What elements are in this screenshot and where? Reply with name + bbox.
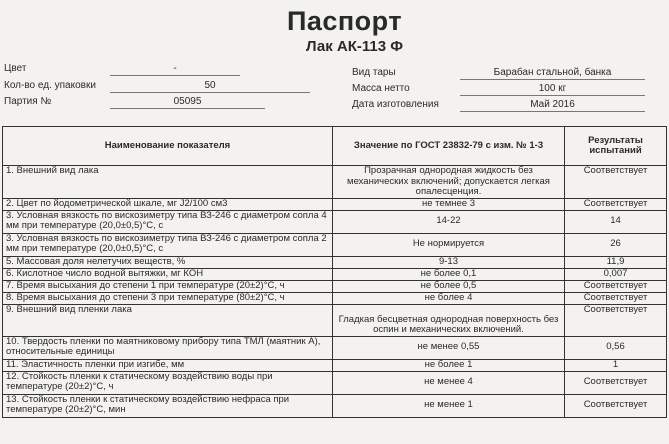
row-name: 12. Стойкость пленки к статическому воздействию воды при температуре (20±2)°С, ч bbox=[3, 371, 333, 394]
row-name: 3. Условная вязкость по вискозиметру типа ВЗ-246 с диаметром сопла 4 мм при температуре (20,0±0,5)°С, с bbox=[3, 210, 333, 233]
field-tare-label: Вид тары bbox=[352, 67, 396, 78]
table-row bbox=[3, 210, 667, 233]
row-result: Соответствует bbox=[565, 280, 667, 292]
field-mass-label: Масса нетто bbox=[352, 83, 410, 94]
field-date-value: Май 2016 bbox=[460, 99, 645, 112]
table-row bbox=[3, 256, 667, 268]
table-row bbox=[3, 304, 667, 336]
product-name: Лак АК-113 Ф bbox=[305, 38, 404, 55]
row-value: не более 0,1 bbox=[333, 268, 565, 280]
table-row bbox=[3, 371, 667, 394]
table-row bbox=[3, 359, 667, 371]
row-value: 14-22 bbox=[333, 210, 565, 233]
table-row bbox=[3, 394, 667, 417]
row-name: 6. Кислотное число водной вытяжки, мг КОН bbox=[3, 268, 333, 280]
row-value: Гладкая бесцветная однородная поверхность без оспин и механических включений. bbox=[333, 304, 565, 336]
table-row bbox=[3, 268, 667, 280]
table-header-row bbox=[3, 127, 667, 166]
field-date-label: Дата изготовления bbox=[352, 99, 439, 110]
table-row bbox=[3, 280, 667, 292]
table-row bbox=[3, 198, 667, 210]
field-batch-value: 05095 bbox=[110, 96, 265, 109]
field-color-value: - bbox=[110, 63, 240, 76]
row-value: 9-13 bbox=[333, 256, 565, 268]
row-name: 11. Эластичность пленки при изгибе, мм bbox=[3, 359, 333, 371]
row-value: Не нормируется bbox=[333, 233, 565, 256]
row-name: 13. Стойкость пленки к статическому воздействию нефраса при температуре (20±2)°С, мин bbox=[3, 394, 333, 417]
field-color-label: Цвет bbox=[4, 63, 27, 74]
field-tare-value: Барабан стальной, банка bbox=[460, 67, 645, 80]
row-name: 7. Время высыхания до степени 1 при температуре (20±2)°С, ч bbox=[3, 280, 333, 292]
field-pack-value: 50 bbox=[110, 80, 310, 93]
row-value: не менее 0,55 bbox=[333, 336, 565, 359]
row-result: Соответствует bbox=[565, 166, 667, 199]
row-value: не более 1 bbox=[333, 359, 565, 371]
column-header-result: Результаты испытаний bbox=[565, 127, 667, 166]
field-mass-value: 100 кг bbox=[460, 83, 645, 96]
row-name: 1. Внешний вид лака bbox=[3, 166, 333, 199]
column-header-gost: Значение по ГОСТ 23832-79 с изм. № 1-3 bbox=[333, 127, 565, 166]
row-value: не более 0,5 bbox=[333, 280, 565, 292]
field-pack-label: Кол-во ед. упаковки bbox=[4, 80, 96, 91]
document-title: Паспорт bbox=[286, 6, 403, 36]
row-name: 2. Цвет по йодометрической шкале, мг J2/100 см3 bbox=[3, 198, 333, 210]
row-result: 14 bbox=[565, 210, 667, 233]
row-result: 0,007 bbox=[565, 268, 667, 280]
row-value: не темнее 3 bbox=[333, 198, 565, 210]
row-result: Соответствует bbox=[565, 292, 667, 304]
row-name: 3. Условная вязкость по вискозиметру типа ВЗ-246 с диаметром сопла 2 мм при температуре (20,0±0,5)°С, с bbox=[3, 233, 333, 256]
row-name: 5. Массовая доля нелетучих веществ, % bbox=[3, 256, 333, 268]
row-result: Соответствует bbox=[565, 371, 667, 394]
row-value: не более 4 bbox=[333, 292, 565, 304]
row-result: 0,56 bbox=[565, 336, 667, 359]
row-value: Прозрачная однородная жидкость без механических включений; допускается легкая опалесценция. bbox=[333, 166, 565, 199]
row-value: не менее 4 bbox=[333, 371, 565, 394]
row-result: Соответствует bbox=[565, 198, 667, 210]
spec-table bbox=[2, 126, 667, 418]
row-name: 9. Внешний вид пленки лака bbox=[3, 304, 333, 336]
row-result: 11,9 bbox=[565, 256, 667, 268]
row-result: 1 bbox=[565, 359, 667, 371]
row-result: Соответствует bbox=[565, 394, 667, 417]
table-row bbox=[3, 292, 667, 304]
row-result: Соответствует bbox=[565, 304, 667, 336]
column-header-name: Наименование показателя bbox=[3, 127, 333, 166]
row-name: 10. Твердость пленки по маятниковому прибору типа ТМЛ (маятник А), относительные единицы bbox=[3, 336, 333, 359]
row-result: 26 bbox=[565, 233, 667, 256]
row-value: не менее 1 bbox=[333, 394, 565, 417]
table-row bbox=[3, 166, 667, 199]
field-batch-label: Партия № bbox=[4, 96, 52, 107]
table-row bbox=[3, 336, 667, 359]
row-name: 8. Время высыхания до степени 3 при температуре (80±2)°С, ч bbox=[3, 292, 333, 304]
table-row bbox=[3, 233, 667, 256]
